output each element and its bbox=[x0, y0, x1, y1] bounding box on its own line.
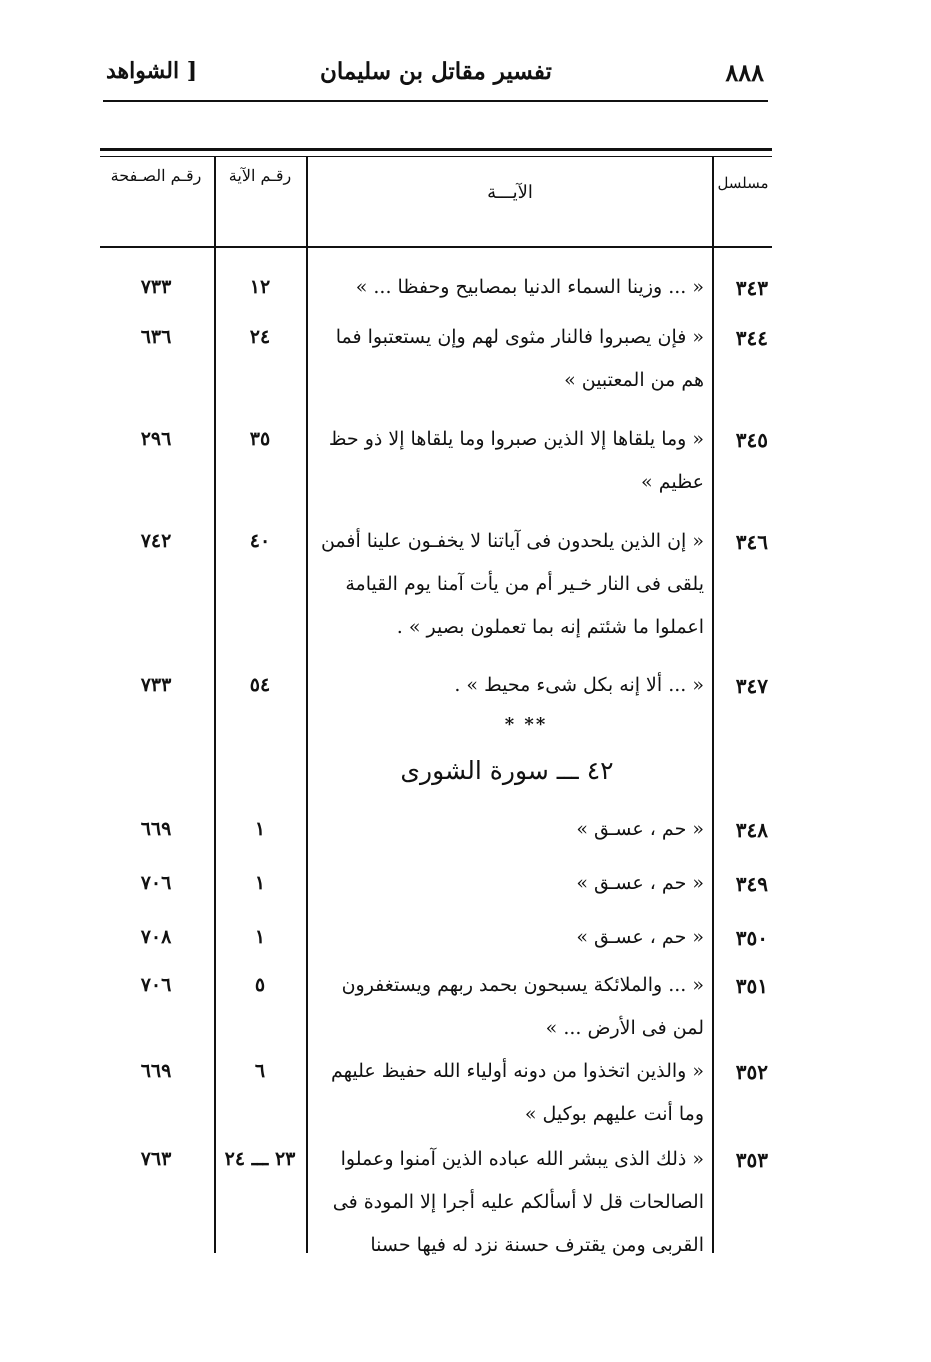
table-header-rule bbox=[100, 246, 772, 248]
section-separator: * ** bbox=[504, 714, 548, 735]
row-serial: ٣٥١ bbox=[735, 974, 768, 998]
row-verse-text: « ذلك الذى يبشر الله عباده الذين آمنوا وعملوا الصالحات قل لا أسألكم عليه أجرا إلا المودة فى القربى ومن يقترف حسنة نزد له فيها حسنا bbox=[332, 1148, 704, 1256]
row-verse-number: ١ bbox=[254, 818, 266, 840]
row-serial: ٣٤٩ bbox=[735, 872, 768, 896]
row-verse-number: ٣٥ bbox=[249, 428, 271, 450]
row-verse-number: ٥٤ bbox=[249, 674, 271, 696]
row-verse-number: ١ bbox=[254, 926, 266, 948]
row-verse-text: « حم ، عسـق » bbox=[576, 872, 704, 894]
row-verse-number: ١٢ bbox=[249, 276, 271, 298]
row-verse-number: ٥ bbox=[254, 974, 266, 996]
row-verse-text: « حم ، عسـق » bbox=[576, 926, 704, 948]
row-verse-text: « ... والملائكة يسبحون بحمد ربهم ويستغفرون لمن فى الأرض ... » bbox=[341, 974, 704, 1039]
row-serial: ٣٥٣ bbox=[735, 1148, 768, 1172]
section-title: [ الشواهد bbox=[106, 58, 198, 84]
row-page-number: ٧٣٣ bbox=[140, 674, 172, 696]
row-page-number: ٧٦٣ bbox=[140, 1148, 172, 1170]
page-number: ٨٨٨ bbox=[725, 58, 764, 87]
header-rule bbox=[103, 100, 768, 102]
row-page-number: ٧٣٣ bbox=[140, 276, 172, 298]
row-serial: ٣٥٠ bbox=[735, 926, 768, 950]
row-page-number: ٧٠٦ bbox=[140, 872, 172, 894]
row-serial: ٣٤٦ bbox=[735, 530, 768, 554]
row-serial: ٣٤٨ bbox=[735, 818, 768, 842]
row-page-number: ٧٠٨ bbox=[140, 926, 172, 948]
row-verse-text: « ... وزينا السماء الدنيا بمصابيح وحفظا ... » bbox=[355, 276, 704, 298]
row-serial: ٣٤٤ bbox=[735, 326, 768, 350]
surah-heading: ٤٢ ـــ سورة الشورى bbox=[400, 756, 614, 785]
column-divider bbox=[712, 156, 714, 1253]
row-verse-number: ٢٤ bbox=[249, 326, 271, 348]
row-serial: ٣٥٢ bbox=[735, 1060, 768, 1084]
header-verse-number: رقـم الآية bbox=[228, 166, 292, 185]
row-page-number: ٦٦٩ bbox=[140, 1060, 172, 1082]
row-serial: ٣٤٥ bbox=[735, 428, 768, 452]
table-top-rule bbox=[100, 148, 772, 157]
row-verse-text: « والذين اتخذوا من دونه أولياء الله حفيظ عليهم وما أنت عليهم بوكيل » bbox=[330, 1060, 704, 1125]
row-page-number: ٦٦٩ bbox=[140, 818, 172, 840]
row-serial: ٣٤٣ bbox=[735, 276, 768, 300]
index-table bbox=[100, 148, 772, 1256]
row-page-number: ٧٤٢ bbox=[140, 530, 172, 552]
row-page-number: ٧٠٦ bbox=[140, 974, 172, 996]
column-divider bbox=[306, 156, 308, 1253]
row-page-number: ٦٣٦ bbox=[140, 326, 172, 348]
row-verse-text: « حم ، عسـق » bbox=[576, 818, 704, 840]
row-verse-number: ١ bbox=[254, 872, 266, 894]
row-verse-text: « وما يلقاها إلا الذين صبروا وما يلقاها إلا ذو حظ عظيم » bbox=[328, 428, 704, 493]
row-verse-number: ٤٠ bbox=[249, 530, 271, 552]
row-verse-text: « ... ألا إنه بكل شىء محيط » . bbox=[454, 674, 704, 696]
row-verse-text: « إن الذين يلحدون فى آياتنا لا يخفـون علينا أفمن يلقى فى النار خـير أم من يأت آمنا يوم القيامة اعملوا ما شئتم إنه بما تعملون بصير » . bbox=[320, 530, 704, 638]
page-header bbox=[100, 52, 772, 96]
book-title: تفسير مقاتل بن سليمان bbox=[320, 58, 552, 85]
header-page-number: رقـم الصـفحة bbox=[110, 166, 202, 185]
column-divider bbox=[214, 156, 216, 1253]
row-serial: ٣٤٧ bbox=[735, 674, 768, 698]
row-verse-number: ٦ bbox=[254, 1060, 266, 1082]
header-verse-text: الآيـــة bbox=[487, 182, 533, 203]
row-verse-text: « فإن يصبروا فالنار مثوى لهم وإن يستعتبوا فما هم من المعتبين » bbox=[335, 326, 704, 391]
header-serial: مسلسل bbox=[717, 174, 769, 192]
row-page-number: ٢٩٦ bbox=[140, 428, 172, 450]
row-verse-number: ٢٣ ـــ ٢٤ bbox=[224, 1148, 296, 1170]
